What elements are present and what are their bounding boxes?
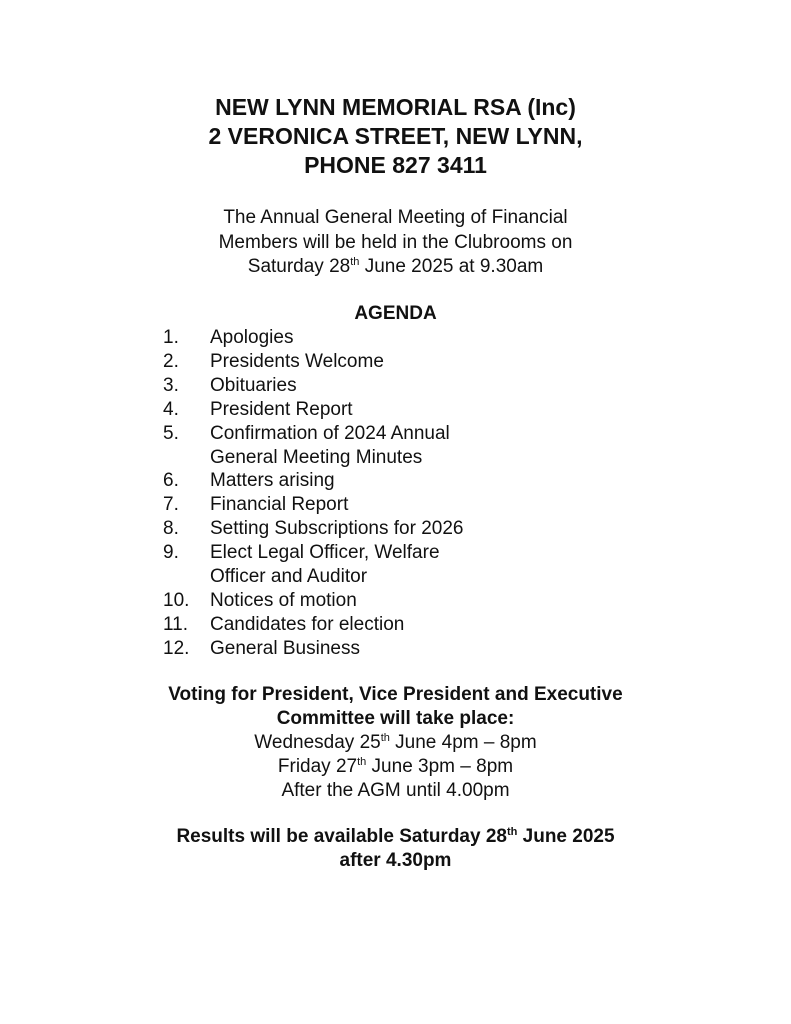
agenda-item-line: Apologies (210, 327, 294, 348)
agenda-item-line: General Business (210, 637, 360, 659)
agenda-item-text (210, 398, 530, 422)
meeting-announcement (0, 206, 791, 280)
meeting-date-text: Saturday 28 (247, 256, 351, 277)
agenda-item-number: 6. (163, 470, 179, 492)
agenda-item-text (210, 517, 530, 541)
agenda-item-text (210, 541, 530, 589)
agenda-item-number: 5. (163, 422, 179, 444)
agenda-item-line: Presidents Welcome (210, 350, 384, 372)
agenda-item (163, 398, 530, 422)
voting-time (0, 755, 791, 779)
agenda-item (163, 637, 530, 661)
agenda-item (163, 350, 530, 374)
agenda-item-number: 12. (163, 637, 190, 659)
ordinal-suffix: th (506, 826, 518, 838)
agenda-item-text (210, 493, 530, 517)
agenda-item-number: 9. (163, 542, 179, 564)
agenda-item-text (210, 613, 530, 637)
ordinal-suffix: th (350, 256, 360, 268)
agenda-item-number: 8. (163, 518, 179, 540)
agenda-item-text (210, 637, 530, 661)
agenda-item-line: Notices of motion (210, 589, 357, 611)
agenda-item-text (210, 469, 530, 493)
agenda-item-number: 11. (163, 613, 189, 635)
voting-heading-line-1: Voting for President, Vice President and Executive (168, 684, 623, 705)
agenda-item-line: General Meeting Minutes (210, 446, 423, 468)
agenda-title: AGENDA (354, 303, 437, 324)
announcement-line-1: The Annual General Meeting of Financial (223, 207, 568, 228)
voting-time-date: Wednesday 25 (254, 732, 381, 753)
results-line-1 (0, 825, 791, 849)
agenda-item-number: 1. (163, 327, 179, 348)
agenda-item-number: 4. (163, 398, 179, 420)
meeting-time-text: June 2025 at 9.30am (359, 256, 544, 277)
results-year-text: June 2025 (517, 826, 615, 847)
agenda-item (163, 422, 530, 470)
results-line-2: after 4.30pm (339, 850, 452, 871)
agenda-item-line: Matters arising (210, 470, 335, 492)
announcement-line-3 (0, 255, 791, 280)
agenda-item (163, 517, 530, 541)
club-name: NEW LYNN MEMORIAL RSA (Inc) (215, 94, 576, 120)
agenda-item-line: Obituaries (210, 374, 297, 396)
voting-time-hours: June 3pm – 8pm (366, 756, 514, 777)
agenda-item (163, 469, 530, 493)
voting-time-date: Friday 27 (277, 756, 358, 777)
agenda-item-text (210, 422, 530, 470)
agenda-item (163, 326, 530, 350)
agenda-item (163, 589, 530, 613)
voting-time (0, 731, 791, 755)
voting-time-hours: June 4pm – 8pm (389, 732, 537, 753)
agenda-item-text (210, 374, 530, 398)
agenda-list (163, 326, 530, 661)
agenda-item (163, 613, 530, 637)
agenda-item (163, 493, 530, 517)
agenda-item (163, 541, 530, 589)
agenda-item-text (210, 589, 530, 613)
voting-heading-line-2: Committee will take place: (276, 708, 515, 729)
agenda-item-number: 2. (163, 350, 179, 372)
agenda-item-text (210, 326, 530, 350)
voting-section (0, 683, 791, 803)
agenda-item-line: Confirmation of 2024 Annual (210, 422, 450, 444)
results-notice (0, 825, 791, 873)
club-phone: PHONE 827 3411 (304, 152, 487, 178)
agenda-item-number: 3. (163, 374, 179, 396)
agenda-item-line: President Report (210, 398, 353, 420)
agenda-item-text (210, 350, 530, 374)
ordinal-suffix: th (380, 732, 390, 744)
club-address: 2 VERONICA STREET, NEW LYNN, (208, 123, 583, 149)
club-header (0, 93, 791, 180)
results-date-text: Results will be available Saturday 28 (176, 826, 507, 847)
agenda-item-number: 10. (163, 589, 190, 611)
agenda-item-number: 7. (163, 494, 179, 516)
agenda-item-line: Candidates for election (210, 613, 405, 635)
agenda-item (163, 374, 530, 398)
agenda-item-line: Financial Report (210, 494, 349, 516)
agenda-item-line: Officer and Auditor (210, 566, 368, 588)
announcement-line-2: Members will be held in the Clubrooms on (218, 231, 573, 253)
agenda-item-line: Elect Legal Officer, Welfare (210, 542, 440, 564)
voting-time (0, 779, 791, 803)
agenda-item-line: Setting Subscriptions for 2026 (210, 518, 464, 540)
voting-time-date: After the AGM until 4.00pm (281, 780, 510, 801)
ordinal-suffix: th (357, 756, 367, 768)
